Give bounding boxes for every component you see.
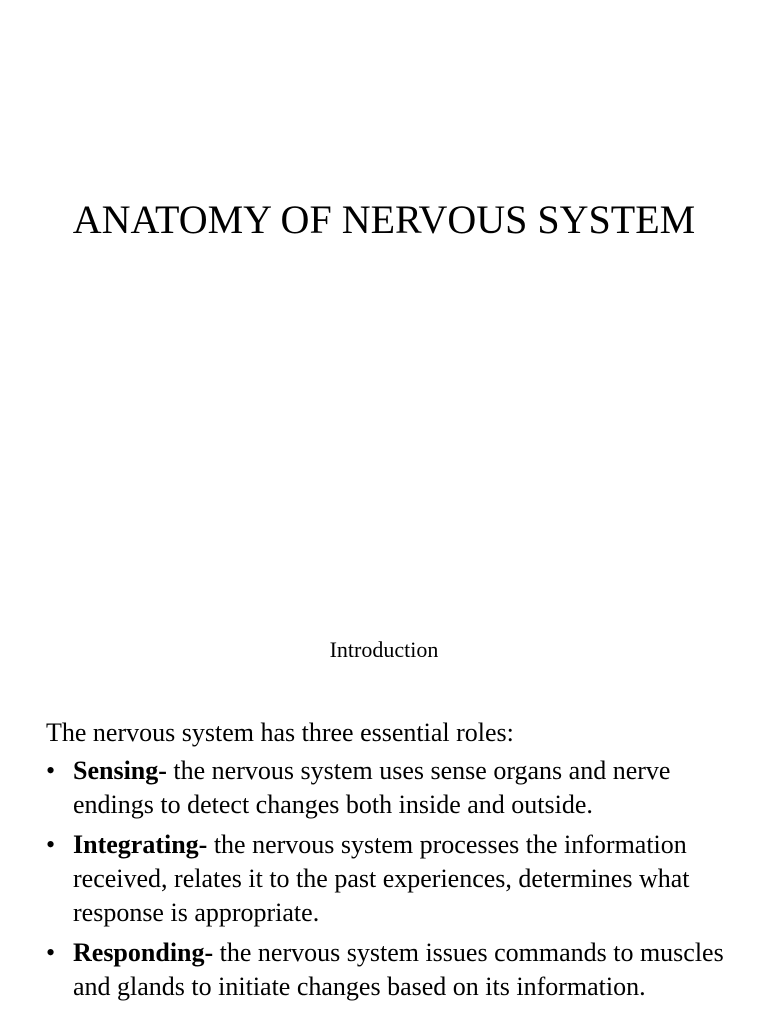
content-slide xyxy=(0,576,768,1024)
role-term: Responding- xyxy=(73,938,214,967)
intro-text: The nervous system has three essential roles: xyxy=(46,718,514,747)
roles-list xyxy=(46,754,746,1004)
slide-body xyxy=(46,716,746,1010)
list-item-responding xyxy=(46,936,746,1004)
slide-title: ANATOMY OF NERVOUS SYSTEM xyxy=(72,197,696,242)
role-description: the nervous system uses sense organs and nerve endings to detect changes both inside and outside. xyxy=(73,756,671,819)
role-term: Sensing- xyxy=(73,756,167,785)
list-item-sensing xyxy=(46,754,746,822)
role-description: the nervous system processes the information received, relates it to the past experiences, determines what response is appropriate. xyxy=(73,830,690,927)
list-item-integrating xyxy=(46,828,746,930)
slide-heading: Introduction xyxy=(329,637,439,662)
role-term: Integrating- xyxy=(73,830,208,859)
role-description: the nervous system issues commands to muscles and glands to initiate changes based on its information. xyxy=(73,938,724,1001)
